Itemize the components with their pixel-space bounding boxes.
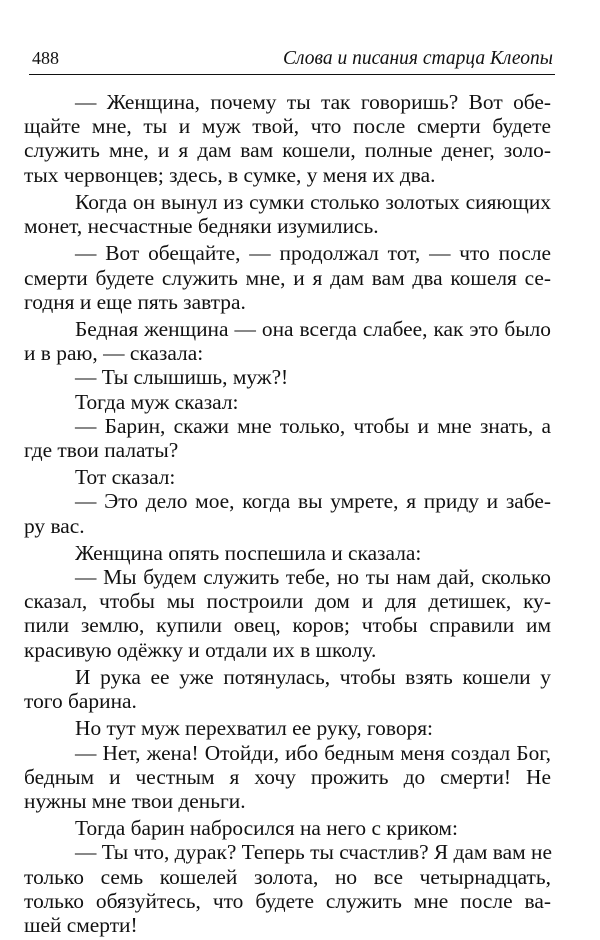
page-header xyxy=(29,44,555,75)
running-title: Слова и писания старца Клеопы xyxy=(283,48,553,69)
text-line: сказал, чтобы мы построили дом и для детишек, ку- xyxy=(24,589,551,614)
text-line: смерти будете служить мне, и я дам вам два кошеля се- xyxy=(24,265,551,290)
page-number: 488 xyxy=(32,48,59,68)
text-line: — Ты слышишь, муж?! xyxy=(75,365,289,390)
text-line: — Женщина, почему ты так говоришь? Вот обе- xyxy=(75,90,551,114)
text-line: ру вас. xyxy=(24,513,85,538)
text-line: шей смерти! xyxy=(24,912,138,937)
text-line: монет, несчастные бедняки изумились. xyxy=(24,214,379,239)
text-line: И рука ее уже потянулась, чтобы взять кошели у xyxy=(75,664,551,689)
text-line: нужны мне твои деньги. xyxy=(24,788,246,813)
text-line: Тот сказал: xyxy=(75,465,176,490)
text-line: служить мне, и я дам вам кошели, полные денег, золо- xyxy=(24,138,551,163)
text-line: — Барин, скажи мне только, чтобы и мне знать, а xyxy=(75,413,551,438)
text-line: того барина. xyxy=(24,689,137,714)
text-line: Тогда барин набросился на него с криком: xyxy=(75,816,458,841)
text-line: Бедная женщина — она всегда слабее, как это было xyxy=(75,316,551,341)
text-line: Но тут муж перехватил ее руку, говоря: xyxy=(75,716,433,741)
text-line: — Это дело мое, когда вы умрете, я приду и забе- xyxy=(75,489,551,514)
text-line: бедным и честным я хочу прожить до смерти! Не xyxy=(24,764,551,789)
text-line: только семь кошелей золота, но все четырнадцать, xyxy=(24,864,551,889)
text-line: Когда он вынул из сумки столько золотых сияющих xyxy=(75,189,551,214)
text-line: пили землю, купили овец, коров; чтобы справили им xyxy=(24,613,551,638)
text-line: где твои палаты? xyxy=(24,437,179,462)
text-line: и в раю, — сказала: xyxy=(24,341,204,366)
text-line: годня и еще пять завтра. xyxy=(24,289,246,314)
text-line: только обязуйтесь, что будете служить мне после ва- xyxy=(24,888,551,913)
text-line: щайте мне, ты и муж твой, что после смерти будете xyxy=(24,114,551,139)
text-line: Женщина опять поспешила и сказала: xyxy=(75,540,422,565)
body-text xyxy=(24,90,552,937)
text-line: красивую одёжку и отдали их в школу. xyxy=(24,637,377,662)
text-line: тых червонцев; здесь, в сумке, у меня их два. xyxy=(24,162,436,187)
text-line: Тогда муж сказал: xyxy=(75,389,239,414)
text-line: — Мы будем служить тебе, но ты нам дай, сколько xyxy=(75,565,551,590)
text-line: — Ты что, дурак? Теперь ты счастлив? Я дам вам не xyxy=(75,840,552,865)
text-line: — Вот обещайте, — продолжал тот, — что после xyxy=(75,241,551,266)
text-line: — Нет, жена! Отойди, ибо бедным меня создал Бог, xyxy=(75,740,551,765)
